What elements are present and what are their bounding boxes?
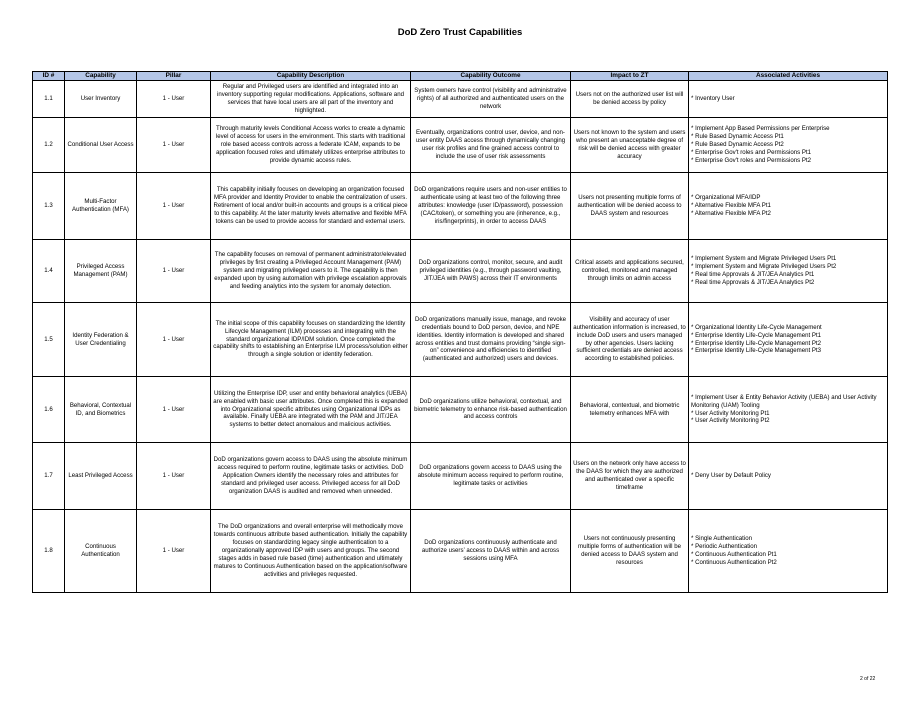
cell-outcome: DoD organizations utilize behavioral, contextual, and biometric telemetry to enhance risk-based authentication and access controls	[411, 377, 571, 443]
cell-impact: Users not on the authorized user list will be denied access by policy	[571, 81, 689, 118]
cell-id: 1.7	[33, 443, 65, 510]
header-description: Capability Description	[211, 72, 411, 81]
activity-item: * Enterprise Identity Life-Cycle Management Pt1	[691, 331, 822, 339]
activity-item: * Implement System and Migrate Privileged Users Pt1	[691, 255, 837, 263]
cell-outcome: DoD organizations govern access to DAAS using the absolute minimum access required to perform routine, legitimate tasks or activities	[411, 443, 571, 510]
activity-item: * Periodic Authentication	[691, 543, 758, 551]
activity-item: * Real time Approvals & JIT/JEA Analytics Pt1	[691, 271, 815, 278]
cell-id: 1.8	[33, 510, 65, 593]
header-outcome: Capability Outcome	[411, 72, 571, 81]
cell-outcome: DoD organizations control, monitor, secure, and audit privileged identities (e.g., through password vaulting, JIT/JEA with PAWS) across their IT environments	[411, 240, 571, 303]
cell-pillar: 1 - User	[137, 173, 211, 240]
table-row	[33, 173, 888, 240]
cell-impact: Critical assets and applications secured, controlled, monitored and managed through limits on admin access	[571, 240, 689, 303]
cell-impact: Behavioral, contextual, and biometric telemetry enhances MFA with	[571, 377, 689, 443]
cell-outcome: Eventually, organizations control user, device, and non-user entity DAAS access through dynamically changing user risk profiles and fine grained access control to include the use of user risk assessments	[411, 118, 571, 173]
cell-activities	[689, 443, 888, 510]
cell-description: The DoD organizations and overall enterprise will methodically move towards continuous attribute based authentication. Initially the capability focuses on standardizing legacy single authentication to a organizationally approved IDP with users and groups. The second stages adds in based rule based (time) authentication and ultimately matures to Continuous Authentication based on the application/software activities and privileges requested.	[211, 510, 411, 593]
cell-capability: Conditional User Access	[65, 118, 137, 173]
cell-capability: Continuous Authentication	[65, 510, 137, 593]
cell-impact: Users not presenting multiple forms of authentication will be denied access to DAAS system and resources	[571, 173, 689, 240]
activity-item: * User Activity Monitoring Pt2	[691, 417, 770, 425]
cell-description: Regular and Privileged users are identified and integrated into an inventory supporting regular modifications. Applications, software and services that have local users are all part of the inventory and highlighted.	[211, 81, 411, 118]
header-activities: Associated Activities	[689, 72, 888, 81]
cell-pillar: 1 - User	[137, 240, 211, 303]
cell-outcome: DoD organizations require users and non-user entities to authenticate using at least two of the following three attributes: knowledge (user ID/password), possession (CAC/token), or something you are (inherence, e.g., iris/fingerprints), in order to access DAAS	[411, 173, 571, 240]
table-row	[33, 377, 888, 443]
cell-activities	[689, 118, 888, 173]
activity-item: * Continuous Authentication Pt2	[691, 558, 777, 566]
activity-item: * Organizational MFA/IDP	[691, 194, 761, 202]
cell-capability: User Inventory	[65, 81, 137, 118]
table-row	[33, 118, 888, 173]
activity-item: * Rule Based Dynamic Access Pt1	[691, 133, 784, 141]
cell-pillar: 1 - User	[137, 510, 211, 593]
cell-pillar: 1 - User	[137, 303, 211, 377]
activity-item: * Enterprise Identity Life-Cycle Management Pt2	[691, 339, 822, 347]
cell-id: 1.3	[33, 173, 65, 240]
cell-id: 1.6	[33, 377, 65, 443]
table-row	[33, 81, 888, 118]
activity-item: * Deny User by Default Policy	[691, 472, 771, 480]
cell-description: Utilizing the Enterprise IDP, user and entity behavioral analytics (UEBA) are enabled with basic user attributes. Once completed this is expanded into Organizational specific attributes using Organizational IDPs as available. Finally UEBA are integrated with the PAM and JIT/JEA systems to better detect anomalous and malicious activities.	[211, 377, 411, 443]
cell-activities	[689, 240, 888, 303]
header-row	[33, 72, 888, 81]
cell-activities	[689, 303, 888, 377]
cell-impact: Users not continuously presenting multiple forms of authentication will be denied access to DAAS system and resources	[571, 510, 689, 593]
cell-id: 1.5	[33, 303, 65, 377]
activity-item: * Rule Based Dynamic Access Pt2	[691, 141, 784, 149]
cell-activities	[689, 377, 888, 443]
table-row	[33, 240, 888, 303]
activity-item: * Implement User & Entity Behavior Activity (UEBA) and User Activity Monitoring (UAM) Tooling	[691, 393, 877, 409]
cell-impact: Users not known to the system and users who present an unacceptable degree of risk will be denied access with greater accuracy	[571, 118, 689, 173]
cell-pillar: 1 - User	[137, 81, 211, 118]
activity-item: * Enterprise Gov't roles and Permissions Pt2	[691, 156, 812, 164]
cell-id: 1.4	[33, 240, 65, 303]
cell-description: DoD organizations govern access to DAAS using the absolute minimum access required to perform routine, legitimate tasks or activities. DoD Application Owners identify the necessary roles and attributes for standard and privileged user access. Privileged access for all DoD organization DAAS is audited and removed when unneeded.	[211, 443, 411, 510]
cell-description: The initial scope of this capability focuses on standardizing the Identity Lifecycle Management (ILM) processes and integrating with the standard organizational IDP/IDM solution. Once completed the capability shifts to establishing an Enterprise ILM process/solution either through a single solution or identity federation.	[211, 303, 411, 377]
document-title: DoD Zero Trust Capabilities	[397, 27, 523, 38]
cell-activities	[689, 173, 888, 240]
table-row	[33, 443, 888, 510]
cell-impact: Users on the network only have access to the DAAS for which they are authorized and authenticated over a specific timeframe	[571, 443, 689, 510]
cell-outcome: System owners have control (visibility and administrative rights) of all authorized and authenticated users on the network	[411, 81, 571, 118]
cell-outcome: DoD organizations continuously authenticate and authorize users’ access to DAAS within and across sessions using MFA	[411, 510, 571, 593]
cell-outcome: DoD organizations manually issue, manage, and revoke credentials bound to DoD person, device, and NPE identities. Identity information is developed and shared across entities and trust domains providing “single sign-on” convenience and efficiencies to identified (authenticated and authorized) users and devices.	[411, 303, 571, 377]
activity-item: * User Activity Monitoring Pt1	[691, 409, 770, 417]
cell-capability: Identity Federation & User Credentialing	[65, 303, 137, 377]
activity-item: * Enterprise Gov't roles and Permissions Pt1	[691, 148, 812, 156]
activity-item: * Implement App Based Permissions per Enterprise	[691, 125, 830, 133]
cell-impact: Visibility and accuracy of user authentication information is increased, to include DoD users and users managed by other agencies. Users lacking sufficient credentials are denied access according to established policies.	[571, 303, 689, 377]
activity-item: * Enterprise Identity Life-Cycle Management Pt3	[691, 347, 822, 355]
cell-pillar: 1 - User	[137, 443, 211, 510]
activity-item: * Inventory User	[691, 95, 735, 103]
header-impact: Impact to ZT	[571, 72, 689, 81]
activity-item: * Organizational Identity Life-Cycle Management	[691, 323, 822, 331]
cell-description: Through maturity levels Conditional Access works to create a dynamic level of access for users in the environment. This starts with traditional role based access controls across a federate ICAM, expands to be application focused roles and ultimately utilizes enterprise attributes to provide dynamic access rules.	[211, 118, 411, 173]
page-number: 2 of 22	[860, 676, 876, 682]
cell-capability: Least Privileged Access	[65, 443, 137, 510]
cell-description: This capability initially focuses on developing an organization focused MFA provider and Identity Provider to enable the centralization of users. Retirement of local and/or built-in accounts and groups is a critical piece to this capability. At the later maturity levels alternative and flexible MFA tokens can be used to provide access for standard and external users.	[211, 173, 411, 240]
table-row	[33, 303, 888, 377]
cell-pillar: 1 - User	[137, 118, 211, 173]
cell-capability: Behavioral, Contextual ID, and Biometrics	[65, 377, 137, 443]
cell-id: 1.2	[33, 118, 65, 173]
cell-pillar: 1 - User	[137, 377, 211, 443]
header-pillar: Pillar	[137, 72, 211, 81]
activity-item: * Continuous Authentication Pt1	[691, 551, 777, 558]
table-row	[33, 510, 888, 593]
cell-id: 1.1	[33, 81, 65, 118]
cell-activities	[689, 510, 888, 593]
cell-capability: Privileged Access Management (PAM)	[65, 240, 137, 303]
cell-capability: Multi-Factor Authentication (MFA)	[65, 173, 137, 240]
activity-item: * Real time Approvals & JIT/JEA Analytics Pt2	[691, 278, 815, 286]
activity-item: * Single Authentication	[691, 535, 752, 543]
header-capability: Capability	[65, 72, 137, 81]
activity-item: * Alternative Flexible MFA Pt2	[691, 209, 771, 217]
activity-item: * Implement System and Migrate Privileged Users Pt2	[691, 263, 837, 271]
cell-activities	[689, 81, 888, 118]
activity-item: * Alternative Flexible MFA Pt1	[691, 202, 771, 210]
cell-description: The capability focuses on removal of permanent administrator/elevated privileges by first creating a Privileged Account Management (PAM) system and migrating privileged users to it. The capability is then expanded upon by using automation with privilege escalation approvals and feeding analytics into the system for anomaly detection.	[211, 240, 411, 303]
capabilities-table	[32, 71, 888, 593]
header-id: ID #	[33, 72, 65, 81]
